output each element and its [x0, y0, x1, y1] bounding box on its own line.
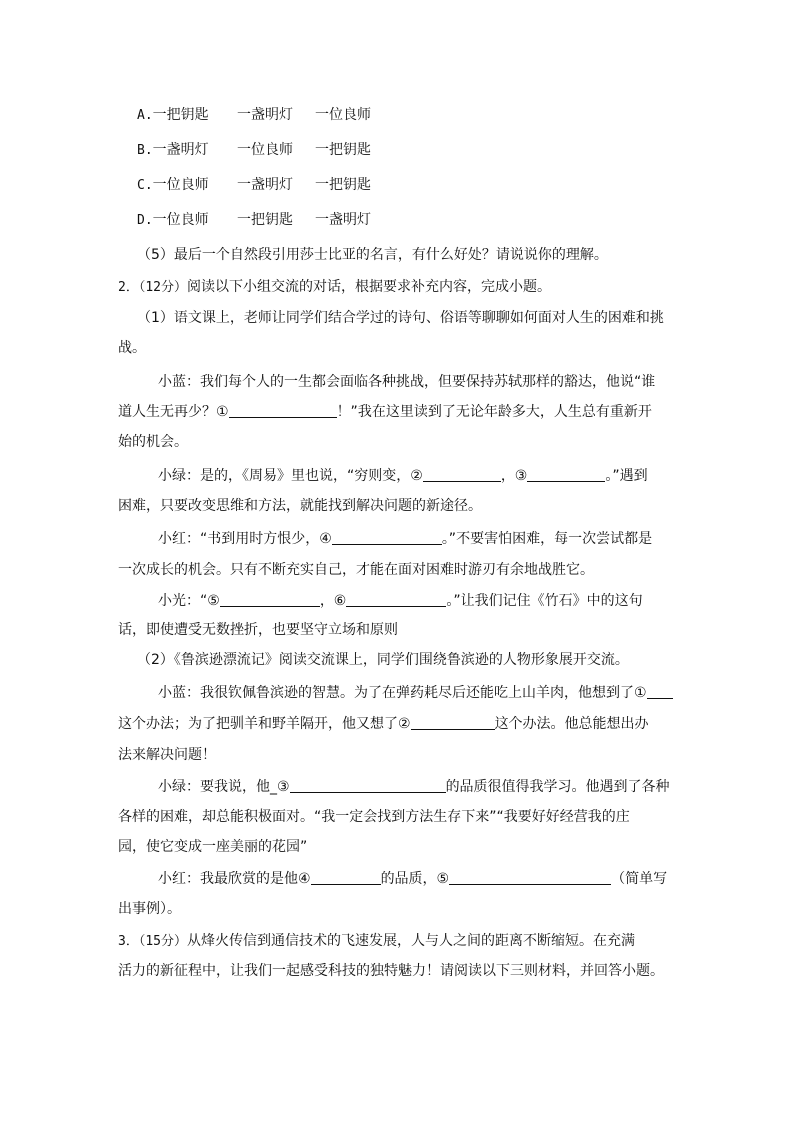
answer-blank-2-3[interactable]	[290, 778, 446, 793]
option-d	[137, 210, 371, 231]
option-choice-2: 一盏明灯	[237, 107, 293, 123]
dialogue-hong-2-b: 出事例）。	[118, 901, 181, 917]
dialogue-lv-2-b: 各样的困难，却总能积极面对。“我一定会找到方法生存下来”“我要好好经营我的庄	[118, 809, 630, 825]
question-number: 2．（12分）	[118, 280, 187, 295]
option-choice-1: 一位良师	[152, 177, 209, 193]
option-c	[137, 175, 371, 196]
dialogue-hong-2-a	[158, 869, 667, 889]
option-choice-1: 一盏明灯	[152, 142, 209, 158]
dialogue-lv-1-b: 困难，只要改变思维和方法，就能找到解决问题的新途径。	[118, 498, 482, 514]
dialogue-lan-2-a	[158, 683, 673, 703]
option-choice-2: 一位良师	[237, 142, 293, 158]
answer-blank-5[interactable]	[220, 592, 320, 607]
question-3-line2: 活力的新征程中，让我们一起感受科技的独特魅力！请阅读以下三则材料，并回答小题。	[118, 963, 664, 979]
dialogue-text: 。”遇到	[605, 468, 648, 484]
dialogue-lv-2-a	[158, 777, 670, 797]
option-letter: C.	[137, 178, 153, 193]
dialogue-lv-2-c: 园，使它变成一座美丽的花园”	[118, 839, 308, 855]
option-choice-1: 一把钥匙	[152, 107, 209, 123]
dialogue-text: 。”不要害怕困难，每一次尝试都是	[441, 531, 653, 547]
option-choice-1: 一位良师	[152, 212, 209, 228]
dialogue-text: ，⑥	[319, 593, 347, 609]
dialogue-text: 小光：“⑤	[158, 593, 220, 609]
dialogue-text: 这个办法；为了把驯羊和野羊隔开，他又想了②	[118, 716, 411, 732]
question-1-5: （5）最后一个自然段引用莎士比亚的名言，有什么好处？请说说你的理解。	[137, 247, 608, 263]
answer-blank-2[interactable]	[423, 467, 501, 482]
dialogue-text: 小绿：要我说，他_③	[158, 779, 290, 795]
dialogue-hong-1-b: 一次成长的机会。只有不断充实自己，才能在面对困难时游刃有余地战胜它。	[118, 562, 594, 578]
dialogue-text: （简单写	[611, 871, 668, 887]
answer-blank-1[interactable]	[229, 403, 337, 418]
option-choice-2: 一盏明灯	[237, 177, 293, 193]
answer-blank-6[interactable]	[346, 592, 446, 607]
option-letter: A.	[137, 108, 153, 123]
option-choice-2: 一把钥匙	[237, 212, 293, 228]
dialogue-lan-1-a: 小蓝：我们每个人的一生都会面临各种挑战，但要保持苏轼那样的豁达，他说“谁	[158, 374, 656, 390]
dialogue-text: ！”我在这里读到了无论年龄多大，人生总有重新开	[336, 404, 652, 420]
question-2-2-line1: （2）《鲁滨逊漂流记》阅读交流课上，同学们围绕鲁滨逊的人物形象展开交流。	[137, 652, 629, 668]
question-number: 3．（15分）	[118, 934, 187, 949]
dialogue-text: 的品质很值得我学习。他遇到了各种	[445, 779, 670, 795]
dialogue-text: 。”让我们记住《竹石》中的这句	[446, 593, 643, 609]
question-text: 从烽火传信到通信技术的飞速发展，人与人之间的距离不断缩短。在充满	[186, 933, 635, 949]
option-choice-3: 一把钥匙	[315, 177, 371, 193]
option-choice-3: 一把钥匙	[315, 142, 371, 158]
option-choice-3: 一位良师	[315, 107, 371, 123]
dialogue-text: 小红：我最欣赏的是他④	[158, 871, 311, 887]
option-choice-3: 一盏明灯	[315, 212, 371, 228]
dialogue-text: 的品质，⑤	[380, 871, 450, 887]
option-letter: B.	[137, 143, 153, 158]
answer-blank-2-2[interactable]	[411, 715, 495, 730]
dialogue-guang-1-a	[158, 591, 643, 611]
dialogue-text: 小绿：是的，《周易》里也说，“穷则变，②	[158, 468, 423, 484]
dialogue-lan-1-b	[118, 402, 652, 422]
question-3-line1	[118, 931, 635, 952]
question-2-heading	[118, 277, 551, 298]
answer-blank-2-5[interactable]	[449, 870, 611, 885]
answer-blank-4[interactable]	[332, 530, 442, 545]
question-2-1-line2: 战。	[118, 340, 146, 356]
question-text: 阅读以下小组交流的对话，根据要求补充内容，完成小题。	[186, 279, 551, 295]
dialogue-lan-2-c: 法来解决问题！	[118, 747, 216, 763]
dialogue-lan-1-c: 始的机会。	[118, 434, 188, 450]
question-2-1-line1: （1）语文课上，老师让同学们结合学过的诗句、俗语等聊聊如何面对人生的困难和挑	[137, 310, 664, 326]
dialogue-text: 小红：“书到用时方恨少，④	[158, 531, 332, 547]
dialogue-text: 这个办法。他总能想出办	[494, 716, 649, 732]
answer-blank-3[interactable]	[527, 467, 605, 482]
dialogue-hong-1-a	[158, 529, 652, 549]
option-letter: D.	[137, 213, 153, 228]
dialogue-text: ，③	[500, 468, 528, 484]
answer-blank-2-4[interactable]	[311, 870, 381, 885]
dialogue-lv-1-a	[158, 466, 648, 486]
dialogue-text: 道人生无再少？①	[118, 404, 229, 420]
option-a	[137, 105, 371, 126]
option-b	[137, 140, 371, 161]
dialogue-guang-1-b: 话，即使遭受无数挫折，也要坚守立场和原则	[118, 622, 398, 638]
dialogue-lan-2-b	[118, 714, 649, 734]
answer-blank-2-1[interactable]	[647, 684, 673, 699]
dialogue-text: 小蓝：我很钦佩鲁滨逊的智慧。为了在弹药耗尽后还能吃上山羊肉，他想到了①	[158, 685, 647, 701]
